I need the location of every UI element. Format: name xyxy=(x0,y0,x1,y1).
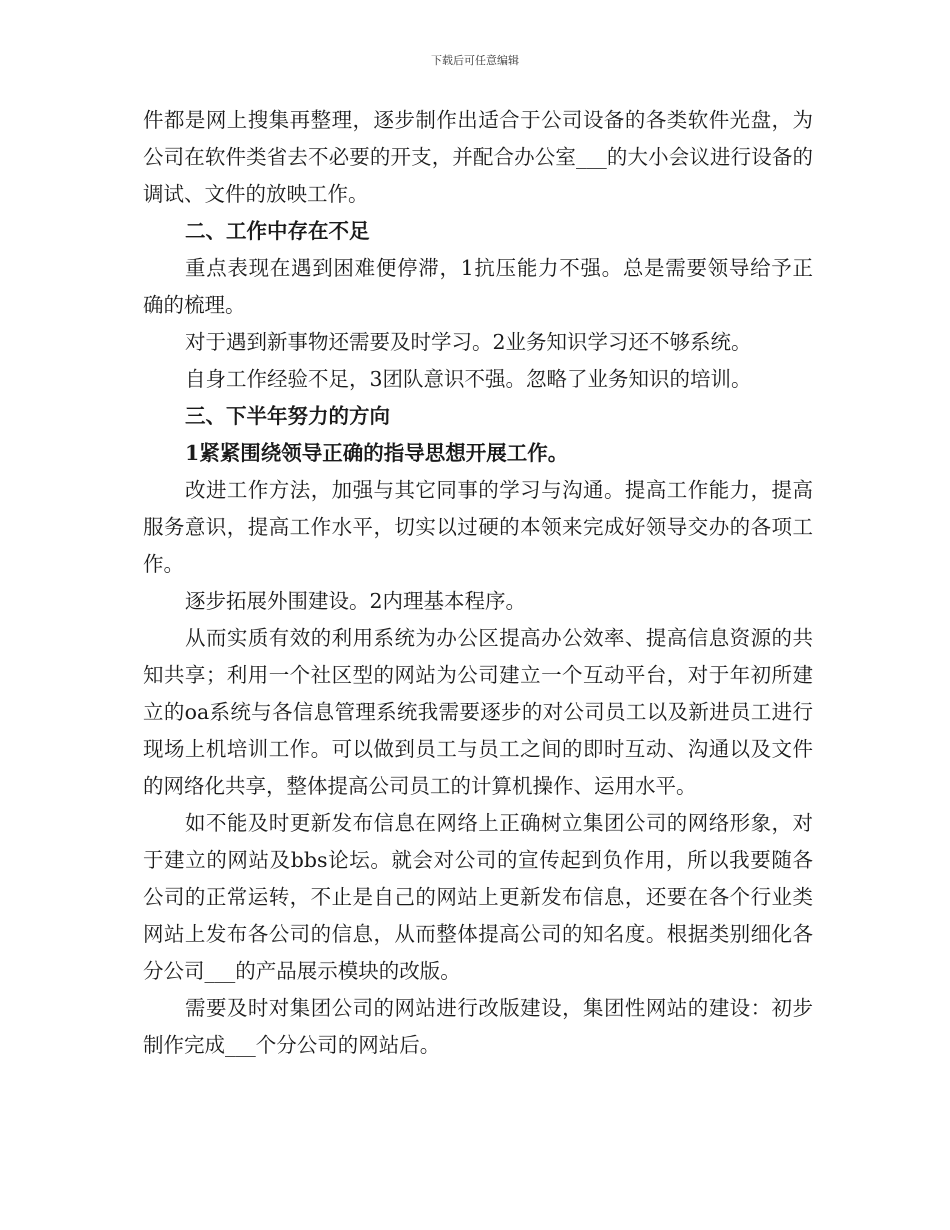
section-heading-2: 二、工作中存在不足 xyxy=(185,219,370,243)
paragraph: 自身工作经验不足，3团队意识不强。忽略了业务知识的培训。 xyxy=(185,367,752,391)
paragraph: 重点表现在遇到困难便停滞，1抗压能力不强。总是需要领导给予正确的梳理。 xyxy=(143,256,813,317)
page-header-note: 下载后可任意编辑 xyxy=(431,54,519,67)
paragraph: 如不能及时更新发布信息在网络上正确树立集团公司的网络形象，对于建立的网站及bbs论坛。就会对公司的宣传起到负作用，所以我要随各公司的正常运转，不止是自己的网站上更新发布信息，还要在各个行业类网站上发布各公司的信息，从而整体提高公司的知名度。根据类别细化各分公司___的产品展示模块的改版。 xyxy=(143,811,813,983)
subsection-heading-1: 1紧紧围绕领导正确的指导思想开展工作。 xyxy=(185,441,569,465)
paragraph: 对于遇到新事物还需要及时学习。2业务知识学习还不够系统。 xyxy=(185,330,752,354)
paragraph: 从而实质有效的利用系统为办公区提高办公效率、提高信息资源的共知共享；利用一个社区型的网站为公司建立一个互动平台，对于年初所建立的oa系统与各信息管理系统我需要逐步的对公司员工以及新进员工进行现场上机培训工作。可以做到员工与员工之间的即时互动、沟通以及文件的网络化共享，整体提高公司员工的计算机操作、运用水平。 xyxy=(143,626,813,798)
document-body xyxy=(143,102,813,1064)
paragraph: 逐步拓展外围建设。2内理基本程序。 xyxy=(185,589,527,613)
paragraph: 件都是网上搜集再整理，逐步制作出适合于公司设备的各类软件光盘，为公司在软件类省去不必要的开支，并配合办公室___的大小会议进行设备的调试、文件的放映工作。 xyxy=(143,108,813,206)
paragraph: 需要及时对集团公司的网站进行改版建设，集团性网站的建设：初步制作完成___个分公司的网站后。 xyxy=(143,996,813,1057)
section-heading-3: 三、下半年努力的方向 xyxy=(185,404,390,428)
paragraph: 改进工作方法，加强与其它同事的学习与沟通。提高工作能力，提高服务意识，提高工作水平，切实以过硬的本领来完成好领导交办的各项工作。 xyxy=(143,478,813,576)
